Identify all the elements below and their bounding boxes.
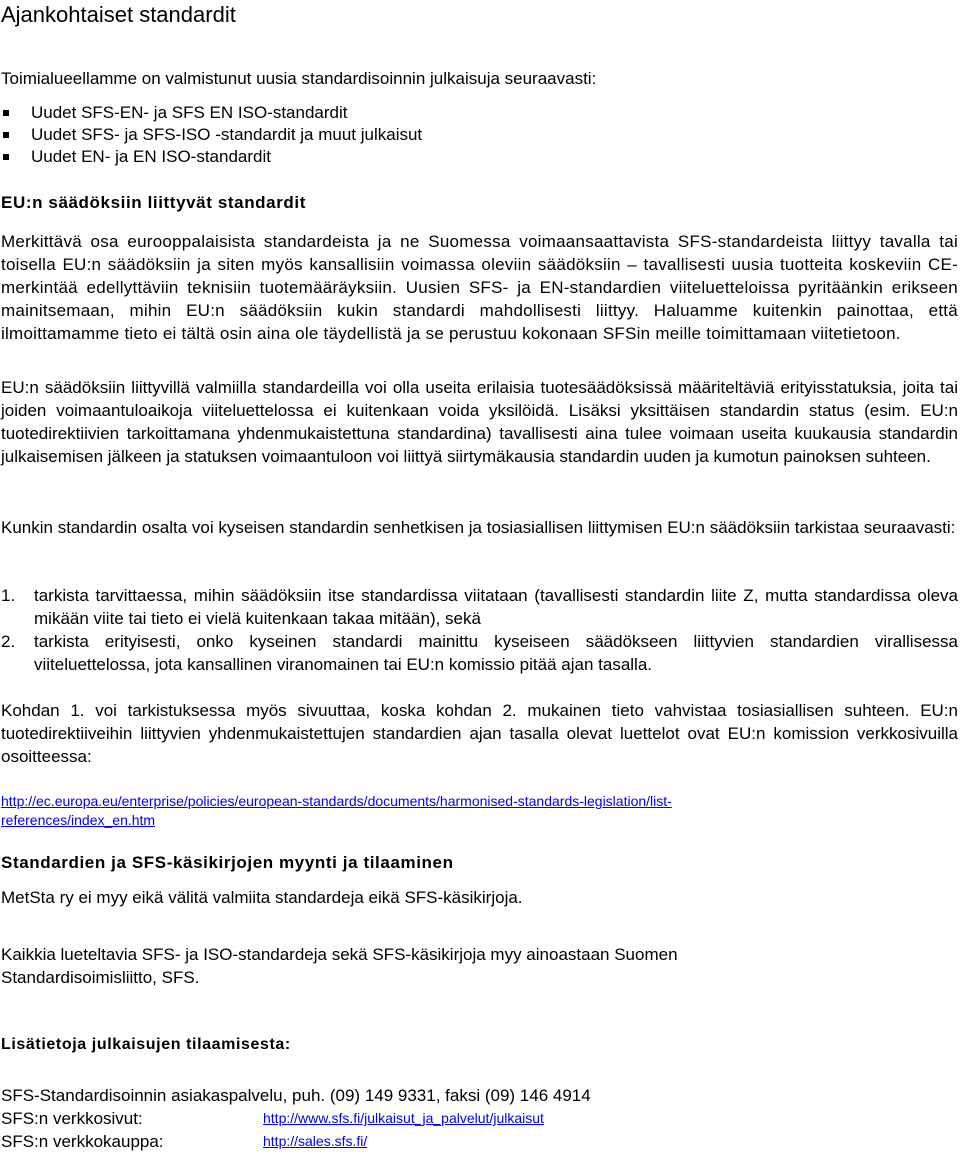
info-section-heading: Lisätietoja julkaisujen tilaamisesta: [1, 1036, 291, 1053]
web-label: SFS:n verkkosivut: [1, 1109, 143, 1128]
list-item: Uudet SFS-EN- ja SFS EN ISO-standardit [1, 102, 958, 124]
page-title: Ajankohtaiset standardit [1, 2, 236, 27]
eu-paragraph-1: Merkittävä osa eurooppalaisista standardeista ja ne Suomessa voimaansaattavista SFS-standardeista liittyy tavalla tai toisella EU:n säädöksiin ja siten myös kansallisiin voimassa oleviin säädöksiin – tavallisesti uusia tuotteita koskeviin CE-merkintää edellyttäviin teknisiin tuotemääräyksiin. Uusien SFS- ja EN-standardien viiteluetteloissa pyritäänkin erikseen mainitsemaan, mihin EU:n säädöksiin kukin standardi mahdollisesti liittyy. Haluamme kuitenkin painottaa, että ilmoittamamme tieto ei tältä osin aina ole täydellistä ja se perustuu kokonaan SFSin meille toimittamaan viitetietoon. [1, 232, 958, 343]
sales-paragraph-2: Kaikkia lueteltavia SFS- ja ISO-standardeja sekä SFS-käsikirjoja myy ainoastaan Suomen Standardisoimisliitto, SFS. [1, 945, 678, 987]
eu-section-heading: EU:n säädöksiin liittyvät standardit [1, 193, 306, 212]
web-row [1, 1107, 958, 1130]
intro-paragraph: Toimialueellamme on valmistunut uusia standardisoinnin julkaisuja seuraavasti: [1, 69, 597, 88]
square-bullet-icon [3, 154, 9, 160]
list-item: 2. tarkista erityisesti, onko kyseinen standardi mainittu kyseiseen säädökseen liittyvien standardien virallisessa viiteluettelossa, jota kansallinen viranomainen tai EU:n komissio pitää ajan tasalla. [1, 632, 958, 674]
list-item: 1. tarkista tarvittaessa, mihin säädöksiin itse standardissa viitataan (tavallisesti standardin liite Z, mutta standardissa oleva mikään viite tai tieto ei vielä kuitenkaan takaa mitään), sekä [1, 586, 958, 628]
link-line-1[interactable]: http://ec.europa.eu/enterprise/policies/european-standards/documents/harmonised-standards-legislation/list- [1, 793, 672, 809]
square-bullet-icon [3, 110, 9, 116]
check-steps-list [1, 584, 958, 676]
link-line-2[interactable]: references/index_en.htm [1, 812, 156, 828]
sales-paragraph-1: MetSta ry ei myy eikä välitä valmiita standardeja eikä SFS-käsikirjoja. [1, 888, 523, 907]
publication-list [1, 102, 958, 168]
eu-paragraph-4: Kohdan 1. voi tarkistuksessa myös sivuuttaa, koska kohdan 2. mukainen tieto vahvistaa tosiasiallisen suhteen. EU:n tuotedirektiiveihin liittyvien yhdenmukaistettujen standardien ajan tasalla olevat luettelot ovat EU:n komission verkkosivuilla osoitteessa: [1, 701, 958, 766]
eu-paragraph-3: Kunkin standardin osalta voi kyseisen standardin senhetkisen ja tosiasiallisen liittymisen EU:n säädöksiin tarkistaa seuraavasti: [1, 518, 956, 537]
square-bullet-icon [3, 132, 9, 138]
shop-row [1, 1130, 958, 1153]
list-item: Uudet SFS- ja SFS-ISO -standardit ja muut julkaisut [1, 124, 958, 146]
shop-link[interactable]: http://sales.sfs.fi/ [263, 1133, 368, 1149]
web-link[interactable]: http://www.sfs.fi/julkaisut_ja_palvelut/julkaisut [263, 1110, 544, 1126]
sales-section-heading: Standardien ja SFS-käsikirjojen myynti ja tilaaminen [1, 853, 454, 872]
list-item: Uudet EN- ja EN ISO-standardit [1, 146, 958, 168]
contact-line: SFS-Standardisoinnin asiakaspalvelu, puh. (09) 149 9331, faksi (09) 146 4914 [1, 1086, 591, 1105]
contact-info [1, 1084, 958, 1153]
eu-commission-link[interactable] [1, 792, 958, 830]
eu-paragraph-2: EU:n säädöksiin liittyvillä valmiilla standardeilla voi olla useita erilaisia tuotesäädöksissä määriteltäviä erityisstatuksia, joita tai joiden voimaantuloaikoja viiteluettelossa ei kuitenkaan voida yksilöidä. Lisäksi yksittäisen standardin status (esim. EU:n tuotedirektiivien tarkoittamana yhdenmukaistettuna standardina) tavallisesti aina tulee voimaan useita kuukausia standardin julkaisemisen jälkeen ja statuksen voimaantuloon voi liittyä siirtymäkausia standardin uuden ja kumotun painoksen suhteen. [1, 378, 958, 466]
shop-label: SFS:n verkkokauppa: [1, 1132, 164, 1151]
